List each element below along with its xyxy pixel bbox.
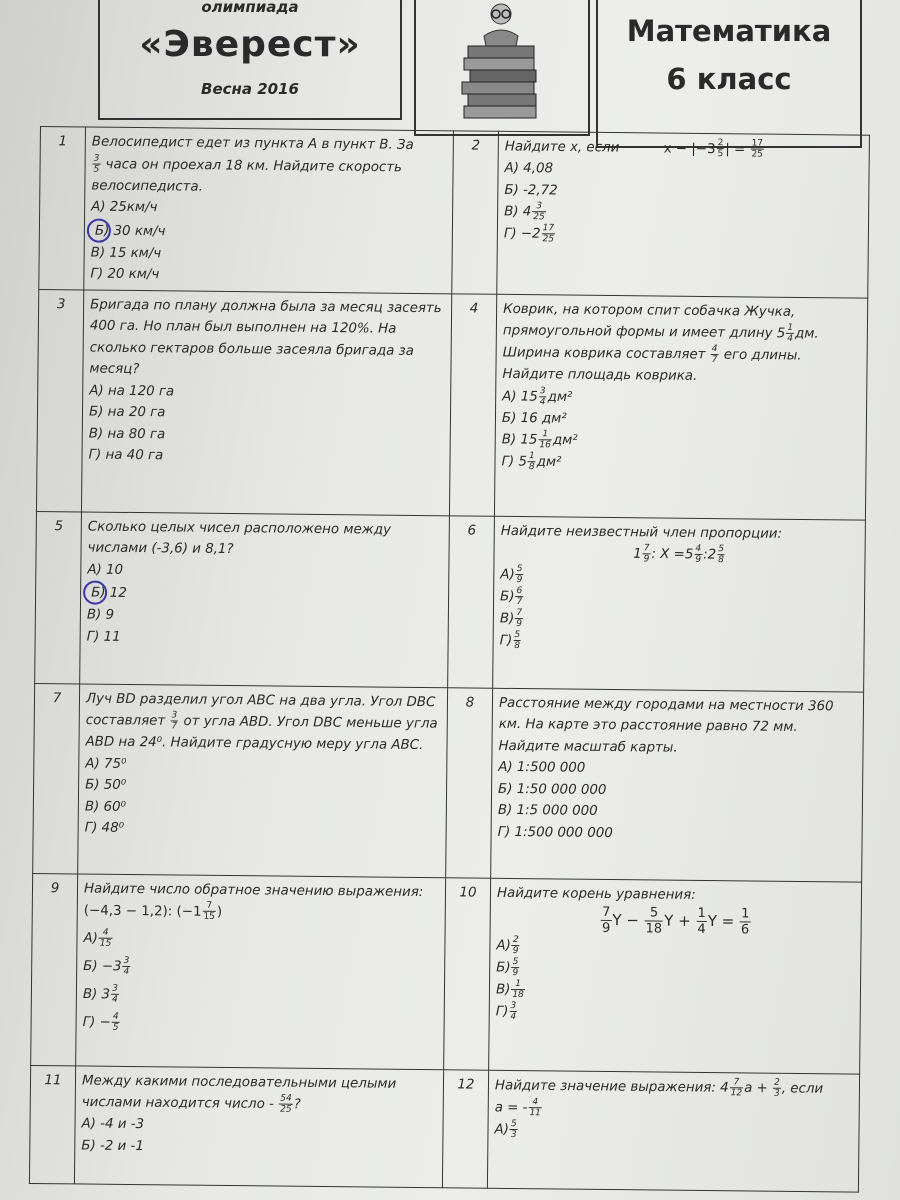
expression: (−4,3 − 1,2): (−1 $\frac{7}{15}$ )	[83, 900, 223, 922]
question-text: Велосипедист едет из пункта А в пункт В. За	[91, 134, 414, 153]
table-row	[33, 683, 864, 882]
subject-title: Математика	[626, 14, 832, 48]
olympiad-name: «Эверест»	[139, 24, 361, 65]
question-text: его длины. Найдите площадь коврика.	[502, 347, 802, 384]
answer-option[interactable]: А) 10	[87, 562, 124, 578]
answer-option[interactable]: Г) 48⁰	[84, 820, 125, 836]
fraction: $\frac{3}{5}$	[93, 153, 100, 175]
question-11: Между какими последовательными целыми числами находится число - $\frac{54}{25}$ ? А) -4 и -3 Б) -2 и -1	[74, 1065, 443, 1187]
proportion: 1 $\frac{7}{9}$ : X =5 $\frac{4}{9}$ :2 $\frac{5}{8}$	[633, 543, 725, 566]
olympiad-season: Весна 2016	[201, 80, 299, 98]
answer-option[interactable]: Б) 50⁰	[85, 777, 127, 793]
question-3	[81, 289, 451, 515]
question-number: 3	[36, 289, 83, 511]
question-text: от угла ABD. Угол DBC меньше угла ABD на 24⁰. Найдите градусную меру угла ABC.	[85, 714, 438, 754]
question-text: Найдите неизвестный член пропорции:	[500, 523, 783, 542]
question-1	[84, 127, 454, 293]
answer-option[interactable]: Г) − $\frac{4}{5}$	[82, 1011, 119, 1033]
answer-option[interactable]: А) $\frac{2}{9}$	[496, 934, 519, 957]
question-number: 11	[29, 1065, 75, 1183]
question-number: 8	[446, 687, 493, 877]
answer-option[interactable]: А) на 120 га	[89, 383, 175, 399]
questions-table	[29, 126, 870, 1192]
answer-option[interactable]: В) 1:5 000 000	[497, 802, 598, 819]
question-text: Между какими последовательными целыми числами находится число -	[81, 1072, 397, 1113]
answer-option[interactable]: А) 1:500 000	[498, 759, 586, 776]
answer-option[interactable]: Г) на 40 га	[88, 447, 164, 464]
answer-option[interactable]: В) 9	[86, 607, 115, 623]
answer-option[interactable]: В) $\frac{7}{9}$	[499, 608, 523, 630]
answer-option[interactable]: Б) 12	[87, 581, 442, 609]
answer-option[interactable]: А) 4,08	[504, 160, 554, 177]
question-number: 9	[31, 873, 78, 1065]
answer-option[interactable]: А) $\frac{5}{3}$	[494, 1118, 517, 1140]
question-number: 7	[33, 683, 80, 873]
answer-option[interactable]: Г) $\frac{3}{4}$	[495, 1000, 517, 1023]
question-2	[497, 131, 870, 297]
answer-option[interactable]: Б) −3 $\frac{3}{4}$	[83, 955, 130, 977]
question-text: часа он проехал 18 км. Найдите скорость велосипедиста.	[91, 156, 403, 195]
question-number: 1	[39, 127, 86, 290]
question-text: Найдите корень уравнения:	[496, 885, 696, 903]
answer-option[interactable]: Г) −2 $\frac{17}{25}$	[503, 223, 555, 245]
question-text: Найдите х, если	[504, 139, 620, 156]
question-5	[80, 511, 450, 687]
question-number: 5	[35, 511, 82, 683]
olympiad-label: олимпиада	[201, 0, 299, 16]
subject-box	[596, 0, 862, 148]
answer-option[interactable]: А) $\frac{4}{15}$	[83, 927, 112, 949]
answer-option[interactable]: В) 3 $\frac{3}{4}$	[82, 983, 118, 1005]
answer-option[interactable]: Г) $\frac{5}{8}$	[499, 629, 521, 652]
question-text: Расстояние между городами на местности 360 км. На карте это расстояние равно 72 мм. Найдите масштаб карты.	[498, 695, 834, 756]
question-text: Найдите число обратное значению выражения:	[83, 881, 424, 900]
books-clipart-icon	[446, 0, 556, 126]
answer-option[interactable]: В) 4 $\frac{3}{25}$	[504, 201, 545, 223]
answer-option[interactable]: Б) 16 дм²	[501, 410, 567, 427]
answer-option[interactable]: В) $\frac{1}{18}$	[495, 979, 524, 1001]
question-8	[491, 688, 864, 882]
answer-option[interactable]: Б) 30 км/ч	[91, 218, 446, 246]
answer-option[interactable]: А) 15 $\frac{3}{4}$ дм²	[502, 385, 573, 407]
answer-option[interactable]: Б) 1:50 000 000	[498, 781, 607, 798]
question-number: 4	[449, 293, 496, 515]
question-text: Найдите значение выражения: 4	[494, 1077, 729, 1096]
table-row	[35, 511, 866, 692]
question-10	[489, 878, 862, 1074]
question-12: Найдите значение выражения: 4 $\frac{7}{12}$ a + $\frac{2}{3}$ , если a = - $\frac{4}{11}$ А) $\frac{5}{3}$	[487, 1070, 859, 1192]
question-4: Коврик, на котором спит собачка Жучка, прямоугольной формы и имеет длину 5 $\frac{1}{4}$ дм. Ширина коврика составляет $\frac{4}{7}$ его длины. Найдите площадь коврика. А) 15 $\frac{3}{4}$ дм² Б) 16 дм² В) 15 $\frac{1}{16}$ дм² Г) 5 $\frac{1}{8}$ дм²	[494, 294, 867, 520]
answer-option[interactable]: В) на 80 га	[88, 426, 166, 442]
answer-option[interactable]: А) $\frac{5}{9}$	[500, 564, 523, 586]
answer-option[interactable]: А) 75⁰	[85, 756, 127, 772]
table-row	[36, 289, 867, 520]
answer-option[interactable]: Б) на 20 га	[88, 404, 166, 421]
question-number: 10	[444, 877, 491, 1069]
olympiad-title-box	[98, 0, 402, 120]
question-text: Сколько целых чисел расположено между числами (-3,6) и 8,1?	[87, 519, 392, 558]
answer-option[interactable]: Г) 1:500 000 000	[497, 824, 613, 841]
answer-option[interactable]: Б) -2,72	[504, 182, 558, 198]
table-row	[29, 1065, 859, 1192]
answer-option[interactable]: Г) 11	[86, 629, 121, 645]
answer-option[interactable]: В) 60⁰	[84, 799, 127, 815]
table-row	[31, 873, 862, 1074]
question-number: 6	[448, 515, 495, 687]
answer-option[interactable]: Б) $\frac{5}{9}$	[496, 956, 519, 979]
answer-option[interactable]: А) -4 и -3	[81, 1116, 145, 1133]
question-7: Луч BD разделил угол ABC на два угла. Угол DBC составляет $\frac{3}{7}$ от угла ABD. Угол DBC меньше угла ABD на 24⁰. Найдите градусную меру угла ABC. А) 75⁰ Б) 50⁰ В) 60⁰ Г) 48⁰	[78, 683, 448, 877]
question-text: Бригада по плану должна была за месяц засеять 400 га. Но план был выполнен на 120%. На сколько гектаров больше засеяла бригада за месяц?	[89, 297, 442, 378]
question-number: 12	[442, 1069, 488, 1187]
answer-option[interactable]: В) 15 $\frac{1}{16}$ дм²	[501, 429, 578, 451]
answer-option[interactable]: Г) 5 $\frac{1}{8}$ дм²	[501, 451, 562, 473]
equation: x − |−3 $\frac{2}{5}$ | = $\frac{17}{25}$	[663, 138, 764, 160]
answer-option[interactable]: Г) 20 км/ч	[90, 266, 160, 283]
answer-option[interactable]: В) 15 км/ч	[90, 245, 162, 261]
question-6	[493, 516, 866, 692]
question-number: 2	[452, 131, 499, 294]
question-text: Коврик, на котором спит собачка Жучка, прямоугольной формы и имеет длину 5	[502, 301, 796, 342]
answer-option[interactable]: Б) -2 и -1	[81, 1137, 144, 1154]
answer-option[interactable]: А) 25км/ч	[91, 199, 158, 216]
answer-option[interactable]: Б) $\frac{6}{7}$	[500, 586, 523, 608]
question-text: Луч BD разделил угол ABC на два угла. Угол DBC составляет	[85, 691, 436, 729]
question-text: дм. Ширина коврика составляет	[502, 326, 819, 363]
question-9	[76, 873, 446, 1069]
grade-label: 6 класс	[666, 62, 792, 96]
clipart-box	[414, 0, 590, 136]
equation: $\frac{7}{9}$ Y − $\frac{5}{18}$ Y + $\frac{1}{4}$ Y = $\frac{1}{6}$	[601, 904, 750, 938]
table-row	[39, 127, 870, 298]
